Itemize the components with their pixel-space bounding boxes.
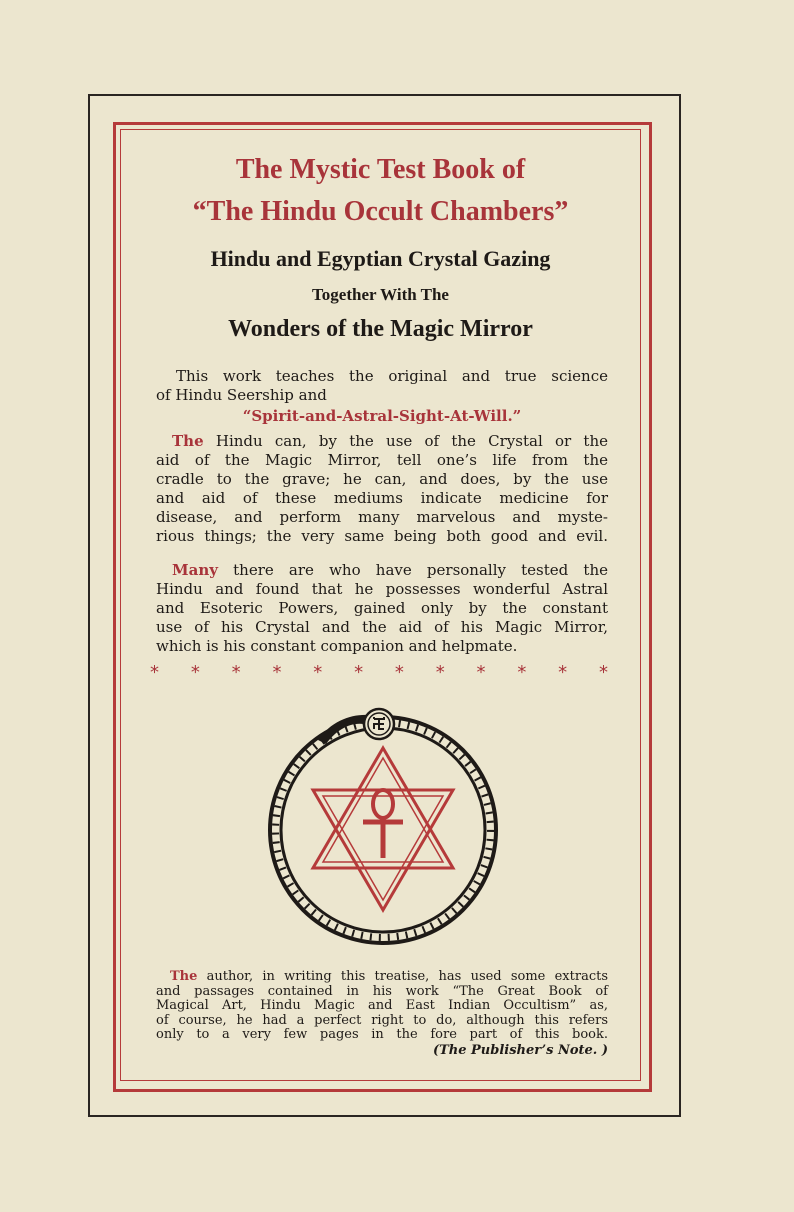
asterisk: * (190, 662, 200, 683)
asterisk: * (354, 662, 364, 683)
paragraph-line: and Esoteric Powers, gained only by the constant (156, 599, 608, 617)
paragraph-line: which is his constant companion and helpmate. (156, 637, 518, 655)
paragraph-line: Hindu and found that he possesses wonderful Astral (156, 580, 608, 598)
title-line-1: The Mystic Test Book of (235, 154, 526, 185)
paragraph-line: The Hindu can, by the use of the Crystal or the (172, 432, 608, 450)
paragraph-hindu-powers (156, 432, 608, 546)
asterisk: * (517, 662, 527, 683)
intro-line-2: of Hindu Seership and (156, 386, 327, 404)
paragraph-line: disease, and perform many marvelous and myste- (156, 508, 608, 526)
subtitle-magic-mirror: Wonders of the Magic Mirror (228, 316, 533, 342)
paragraph-line: use of his Crystal and the aid of his Magic Mirror, (156, 618, 608, 636)
asterisk: * (558, 662, 568, 683)
footnote (156, 970, 608, 1043)
footnote-line: and passages contained in his work “The Great Book of (156, 983, 608, 999)
footnote-line: Magical Art, Hindu Magic and East Indian Occultism” as, (156, 998, 608, 1013)
intro-paragraph (156, 367, 608, 405)
title-line-2: “The Hindu Occult Chambers” (192, 196, 569, 227)
paragraph-line: aid of the Magic Mirror, tell one’s life from the (156, 451, 608, 469)
subtitle-crystal-gazing: Hindu and Egyptian Crystal Gazing (210, 246, 551, 271)
asterisk: * (313, 662, 323, 683)
footnote-line: The author, in writing this treatise, has used some extracts (170, 969, 608, 984)
paragraph-line: Many there are who have personally tested the (172, 561, 608, 579)
ouroboros-emblem-icon (258, 700, 508, 955)
publisher-note: (The Publisher’s Note. ) (432, 1043, 608, 1058)
slogan: “Spirit-and-Astral-Sight-At-Will.” (242, 407, 522, 425)
asterisk: * (272, 662, 282, 683)
star-divider (150, 662, 608, 683)
paragraph-line: and aid of these mediums indicate medicine for (156, 489, 608, 507)
asterisk: * (435, 662, 445, 683)
subtitle-together: Together With The (312, 285, 449, 304)
intro-line-1: This work teaches the original and true science (176, 367, 608, 385)
footnote-lead-word: The (170, 969, 198, 984)
paragraph-line: cradle to the grave; he can, and does, by the use (156, 470, 608, 488)
paragraph-lead-word: Many (172, 561, 218, 579)
ankh-loop (373, 790, 393, 818)
asterisk: * (598, 662, 608, 683)
asterisk: * (150, 662, 159, 683)
paragraph-line: rious things; the very same being both good and evil. (156, 527, 608, 545)
asterisk: * (476, 662, 486, 683)
footnote-line: only to a very few pages in the fore part of this book. (156, 1027, 608, 1042)
asterisk: * (394, 662, 404, 683)
paragraph-lead-word: The (172, 432, 204, 450)
paragraph-tested (156, 561, 608, 656)
asterisk: * (231, 662, 241, 683)
footnote-line: of course, he had a perfect right to do, although this refers (156, 1012, 608, 1028)
